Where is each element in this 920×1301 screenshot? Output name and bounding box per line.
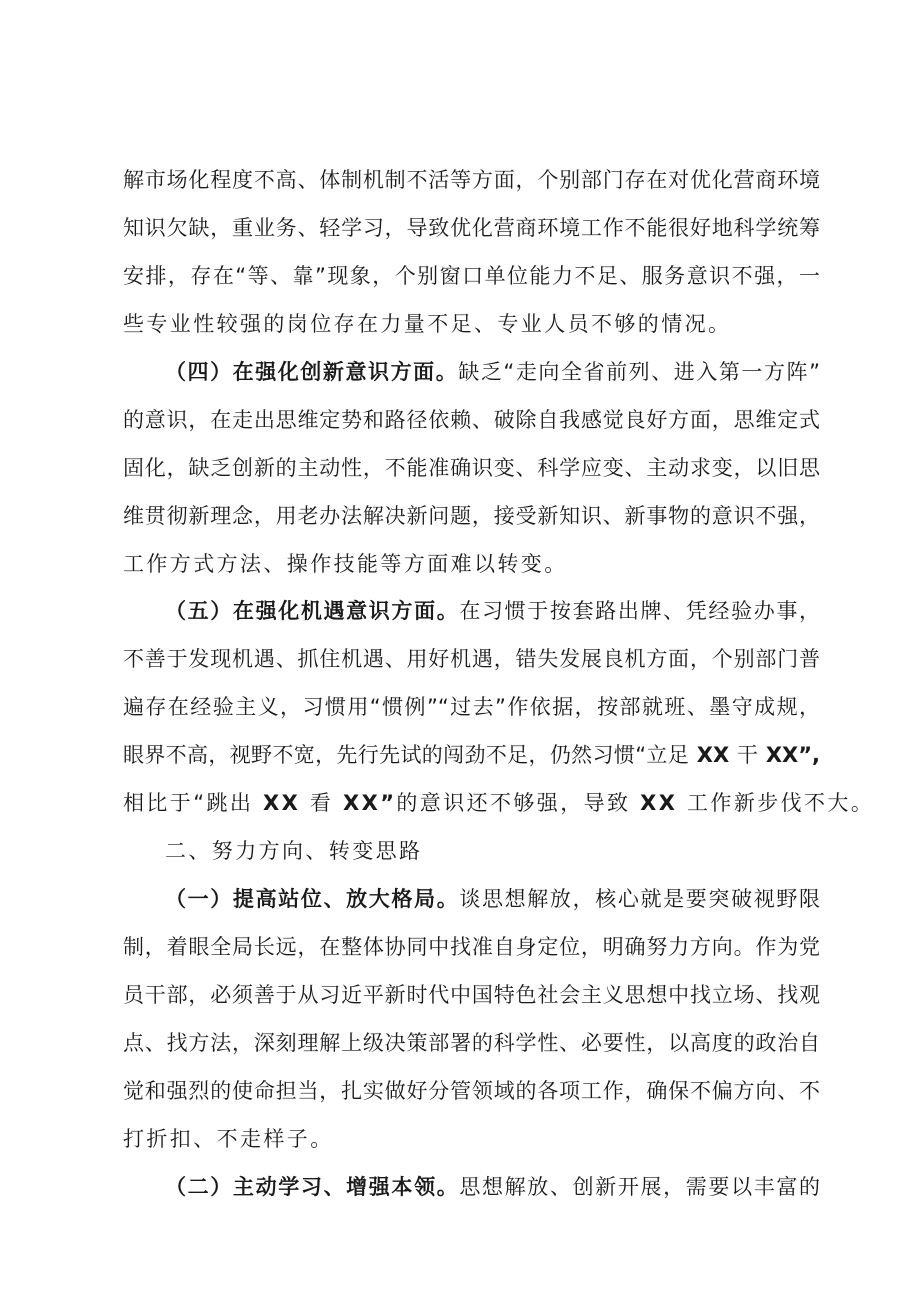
text-run: 觉和强烈的使命担当，扎实做好分管领域的各项工作，确保不偏方向、不 [123,1079,820,1103]
text-line [123,980,820,1010]
bold-text: XX [630,791,688,815]
text-run: 看 [309,791,334,815]
text-run: 思想解放、创新开展，需要以丰富的 [459,1175,821,1199]
text-line [123,692,820,722]
text-run: 的意识，在走出思维定势和路径依赖、破除自我感觉良好方面，思维定式 [123,408,820,432]
text-line [123,165,820,195]
text-run: 维贯彻新理念，用老办法解决新问题，接受新知识、新事物的意识不强， [123,504,820,528]
text-run: 解市场化程度不高、体制机制不活等方面，个别部门存在对优化营商环境 [123,168,820,192]
text-run: 在习惯于按套路出牌、凭经验办事， [459,599,821,623]
bold-text: （四）在强化创新意识方面。 [165,360,459,384]
text-line [123,740,820,770]
text-run: 干 [736,743,759,767]
text-line [123,1124,820,1154]
text-line [123,405,820,435]
text-run: 打折扣、不走样子。 [123,1127,334,1151]
text-line [165,1172,820,1202]
bold-text: XX” [333,791,397,815]
text-line [123,501,820,531]
text-run: 遍存在经验主义，习惯用“惯例”“过去”作依据，按部就班、墨守成规， [123,695,820,719]
text-run: 谈思想解放，核心就是要突破视野限 [459,887,821,911]
text-run: 安排，存在“等、靠”现象，个别窗口单位能力不足、服务意识不强，一 [123,264,820,288]
text-line [165,357,820,387]
bold-text: （一）提高站位、放大格局。 [165,887,460,911]
text-run: 工作方式方法、操作技能等方面难以转变。 [123,552,568,576]
text-line [123,1076,820,1106]
text-run: 固化，缺乏创新的主动性，不能准确识变、科学应变、主动求变，以旧思 [123,456,820,480]
text-line [123,261,820,291]
text-run: 知识欠缺，重业务、轻学习，导致优化营商环境工作不能很好地科学统筹 [123,216,820,240]
text-run: 些专业性较强的岗位存在力量不足、专业人员不够的情况。 [123,312,732,336]
text-line [123,309,820,339]
text-line [123,213,820,243]
text-line [123,644,820,674]
text-run: 二、努力方向、转变思路 [165,839,423,863]
text-run: 制，着眼全局长远，在整体协同中找准自身定位，明确努力方向。作为党 [123,935,820,959]
text-line [123,788,875,818]
text-line [123,453,820,483]
bold-text: XX”, [758,743,820,767]
text-run: 点、找方法，深刻理解上级决策部署的科学性、必要性，以高度的政治自 [123,1031,820,1055]
text-line [123,549,820,579]
bold-text: （二）主动学习、增强本领。 [165,1175,460,1199]
bold-text: XX [689,743,737,767]
text-run: 缺乏“走向全省前列、进入第一方阵” [458,360,820,384]
text-line [165,836,820,866]
text-run: 眼界不高，视野不宽，先行先试的闯劲不足，仍然习惯“立足 [123,743,690,767]
text-line [123,1028,820,1058]
bold-text: XX [253,791,310,815]
text-line [165,596,820,626]
text-line [123,932,820,962]
text-run: 员干部，必须善于从习近平新时代中国特色社会主义思想中找立场、找观 [123,983,820,1007]
bold-text: （五）在强化机遇意识方面。 [165,599,460,623]
text-run: 相比于“跳出 [123,791,254,815]
text-run: 不善于发现机遇、抓住机遇、用好机遇，错失发展良机方面，个别部门普 [123,647,820,671]
text-line [165,884,820,914]
text-run: 的意识还不够强，导致 [396,791,631,815]
text-run: 工作新步伐不大。 [687,791,875,815]
